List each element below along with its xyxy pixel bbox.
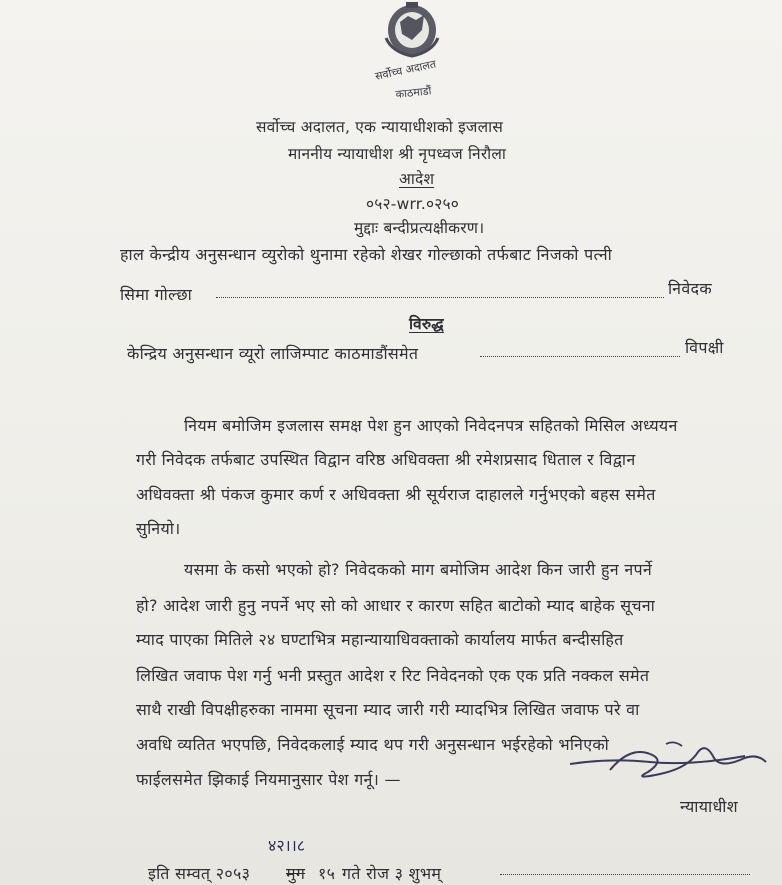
petitioner-name: सिमा गोल्छा	[120, 285, 193, 304]
struck-month: मुग	[286, 864, 306, 883]
case-number: ०५२-wrr.०२५०	[366, 195, 460, 213]
paragraph-line: गरी निवेदक तर्फबाट उपस्थित विद्वान वरिष्ठ अधिवक्ता श्री रमेशप्रसाद धिताल र विद्वान	[136, 450, 636, 469]
paragraph-line: हो? आदेश जारी हुनु नपर्ने भए सो को आधार र कारण सहित बाटोको म्याद बाहेक सूचना	[136, 596, 656, 615]
paragraph-line: फाईलसमेत झिकाई नियमानुसार पेश गर्नू। —	[136, 770, 401, 789]
court-bench-line: सर्वोच्च अदालत, एक न्यायाधीशको इजलास	[256, 118, 504, 136]
paragraph-line: लिखित जवाफ पेश गर्नु भनी प्रस्तुत आदेश र रिट निवेदनको एक एक प्रति नक्कल समेत	[136, 666, 650, 685]
date-prefix: इति सम्वत् २०५३	[148, 864, 251, 883]
paragraph-line: सुनियो।	[136, 519, 181, 538]
petitioner-line-1: हाल केन्द्रीय अनुसन्धान व्युरोको थुनामा रहेको शेखर गोल्छाको तर्फबाट निजको पत्नी	[120, 245, 613, 264]
case-subject: मुद्दाः बन्दीप्रत्यक्षीकरण।	[354, 219, 485, 237]
paragraph-line: म्याद पाएका मितिले २४ घण्टाभित्र महान्यायाधिवक्ताको कार्यालय मार्फत बन्दीसहित	[136, 630, 624, 649]
respondent-role: विपक्षी	[685, 338, 724, 357]
judge-name-line: माननीय न्यायाधीश श्री नृपध्वज निरौला	[288, 145, 507, 163]
respondent-name: केन्द्रिय अनुसन्धान व्यूरो लाजिम्पाट काठमाडौंसमेत	[127, 344, 419, 363]
paragraph-line: नियम बमोजिम इजलास समक्ष पेश हुन आएको निवेदनपत्र सहितको मिसिल अध्ययन	[184, 416, 678, 435]
paragraph-line: अधिवक्ता श्री पंकज कुमार कर्ण र अधिवक्ता श्री सूर्यराज दाहालले गर्नुभएको बहस समेत	[136, 485, 656, 504]
dotted-leader	[216, 297, 664, 298]
handwritten-month: ४२।।८	[268, 836, 306, 855]
paragraph-line: साथै राखी विपक्षीहरुका नाममा सूचना म्याद जारी गरी म्यादभित्र लिखित जवाफ परे वा	[136, 700, 640, 719]
petitioner-role: निवेदक	[668, 279, 712, 298]
svg-text:सर्वोच्च अदालत: सर्वोच्च अदालत	[373, 57, 438, 83]
dotted-leader	[500, 874, 750, 875]
signature-role: न्यायाधीश	[680, 797, 738, 816]
order-title: आदेश	[399, 170, 435, 188]
paragraph-line: अवधि व्यतित भएपछि, निवेदकलाई म्याद थप गरी अनुसन्धान भईरहेको भनिएको	[136, 735, 610, 754]
date-suffix: गते रोज ३ शुभम्	[342, 864, 442, 883]
court-seal-emblem	[362, 0, 472, 105]
svg-text:काठमाडौं: काठमाडौं	[394, 84, 432, 101]
judge-signature	[570, 738, 770, 786]
versus-label: विरुद्ध	[409, 315, 444, 333]
dotted-leader	[480, 356, 680, 357]
paragraph-line: यसमा के कसो भएको हो? निवेदकको माग बमोजिम आदेश किन जारी हुन नपर्ने	[184, 560, 653, 579]
date-day: १५	[318, 864, 336, 883]
